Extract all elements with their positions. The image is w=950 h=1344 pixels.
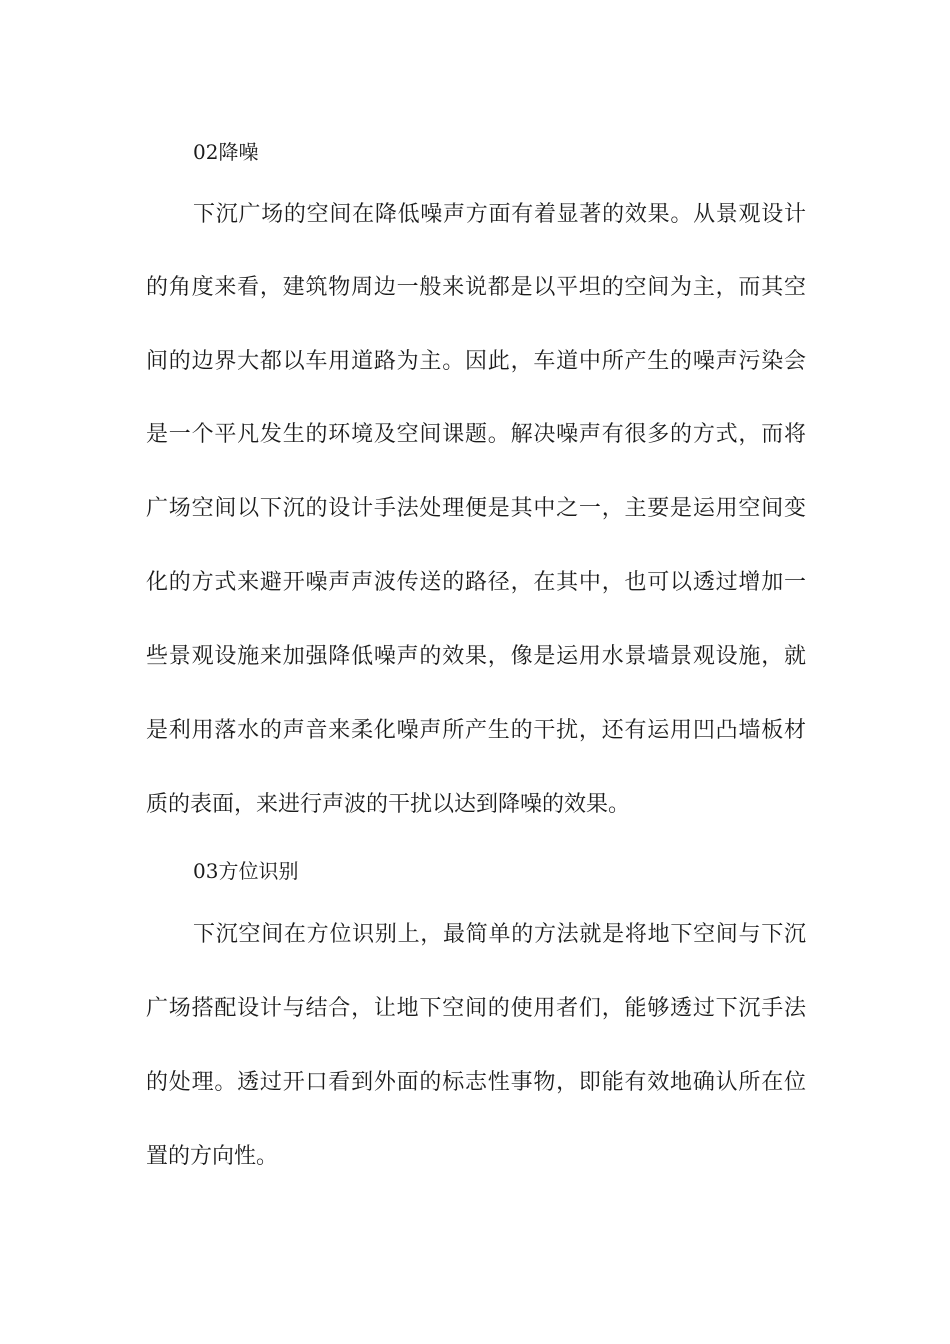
- paragraph-line: 是利用落水的声音来柔化噪声所产生的干扰，还有运用凹凸墙板材: [146, 718, 806, 743]
- paragraph-line: 的角度来看，建筑物周边一般来说都是以平坦的空间为主，而其空: [146, 275, 806, 300]
- paragraph-line: 是一个平凡发生的环境及空间课题。解决噪声有很多的方式，而将: [146, 422, 806, 447]
- paragraph-line: 的处理。透过开口看到外面的标志性事物，即能有效地确认所在位: [146, 1070, 806, 1095]
- paragraph-line: 间的边界大都以车用道路为主。因此，车道中所产生的噪声污染会: [146, 349, 806, 374]
- paragraph-line: 些景观设施来加强降低噪声的效果，像是运用水景墙景观设施，就: [146, 644, 806, 669]
- paragraph-line: 下沉空间在方位识别上，最简单的方法就是将地下空间与下沉: [193, 922, 806, 947]
- paragraph-line: 下沉广场的空间在降低噪声方面有着显著的效果。从景观设计: [193, 202, 806, 227]
- paragraph-line: 广场搭配设计与结合，让地下空间的使用者们，能够透过下沉手法: [146, 996, 806, 1021]
- paragraph-line: 置的方向性。: [146, 1144, 279, 1169]
- section-heading-noise-reduction: 02降噪: [193, 140, 259, 164]
- section-heading-orientation: 03方位识别: [193, 859, 299, 883]
- paragraph-line: 化的方式来避开噪声声波传送的路径，在其中，也可以透过增加一: [146, 570, 806, 595]
- paragraph-line: 质的表面，来进行声波的干扰以达到降噪的效果。: [146, 792, 631, 817]
- paragraph-line: 广场空间以下沉的设计手法处理便是其中之一，主要是运用空间变: [146, 496, 806, 521]
